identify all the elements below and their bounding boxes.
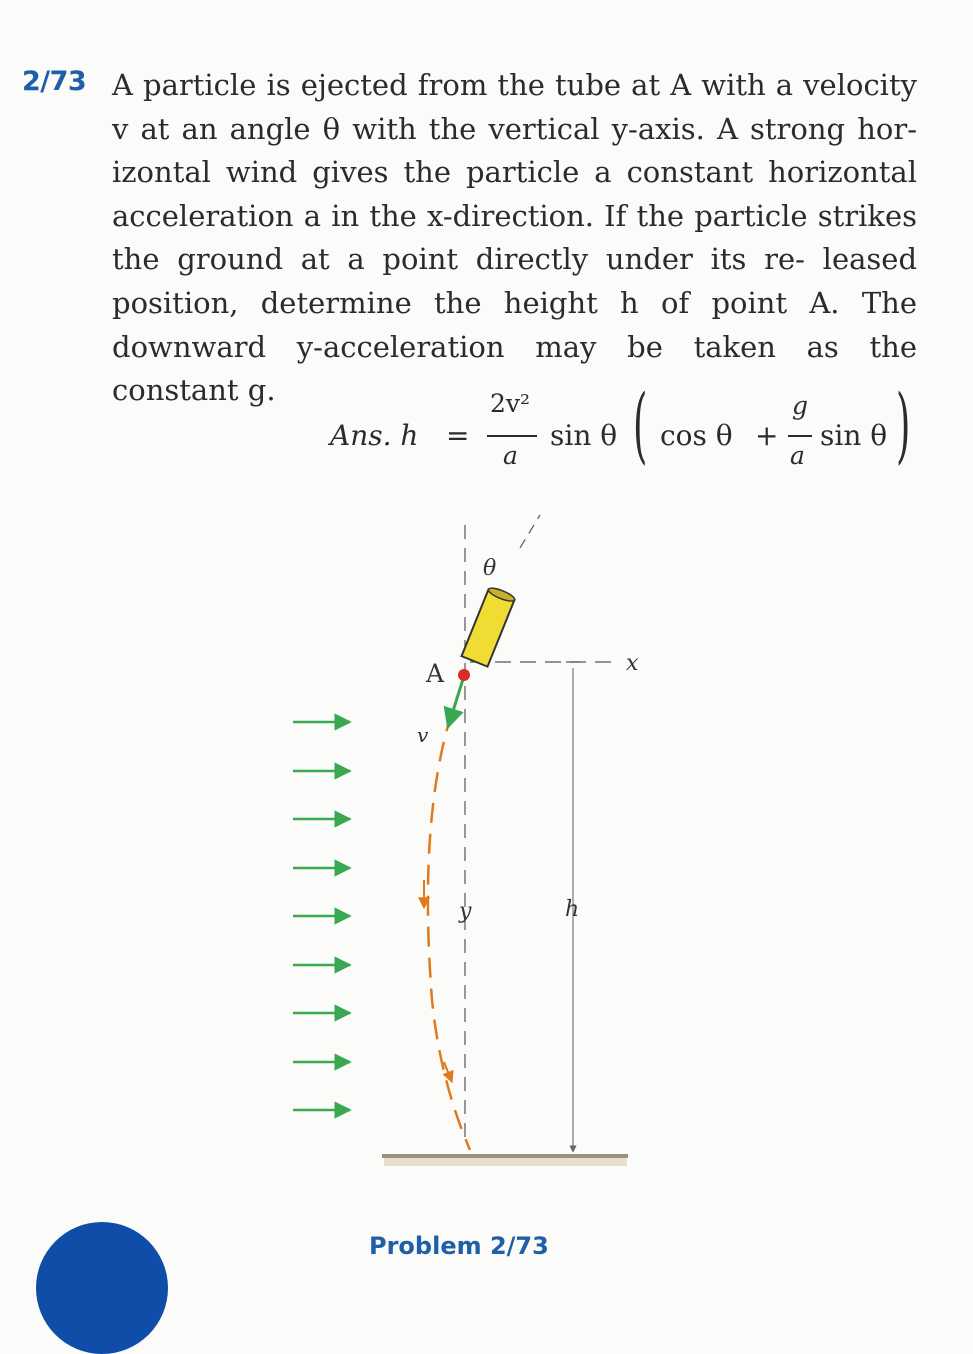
ground [382,1156,628,1166]
theta-line [520,515,540,548]
velocity-vector [448,676,464,727]
label-theta: θ [483,556,497,581]
sin-term-1: sin θ [550,419,618,452]
wind-arrows [293,722,350,1110]
problem-line: constant g. [112,373,276,408]
problem-line: izontal wind gives the particle a constant horizontal [112,155,917,190]
left-paren: ( [633,378,648,473]
label-v: v [417,723,429,747]
figure-caption: Problem 2/73 [369,1232,549,1260]
problem-line: The downward y-acceleration may be taken as the [112,285,917,364]
problem-line: acceleration a in the x-direction. If the particle [112,198,808,233]
label-x: x [626,651,639,676]
corner-badge[interactable] [36,1222,168,1354]
point-a [458,669,470,681]
right-paren: ) [896,378,911,473]
problem-number: 2/73 [22,66,87,97]
label-y: y [459,899,472,924]
trajectory [428,712,470,1150]
fraction1-denominator: a [503,441,518,470]
trajectory-arrow [444,1062,452,1082]
problem-line: leased position, determine the height h of point A. [112,242,918,320]
fraction2-numerator: g [792,391,809,420]
label-a: A [426,659,445,688]
problem-line: A particle is ejected from the tube at A with a velocity [112,68,917,102]
label-h: h [565,897,580,922]
answer-equals: = [446,419,470,452]
problem-line: strikes the ground at a point directly under its re- [112,198,917,277]
fraction1-numerator: 2v² [490,389,531,418]
answer-prefix: Ans. h [330,419,419,452]
fraction2-denominator: a [790,441,805,470]
sin-term-2: sin θ [820,419,888,452]
plus-sign: + [755,419,779,452]
problem-line: v at an angle θ with the vertical y-axis. A strong hor- [112,111,917,146]
tube [462,586,516,667]
cos-term: cos θ [660,419,733,452]
